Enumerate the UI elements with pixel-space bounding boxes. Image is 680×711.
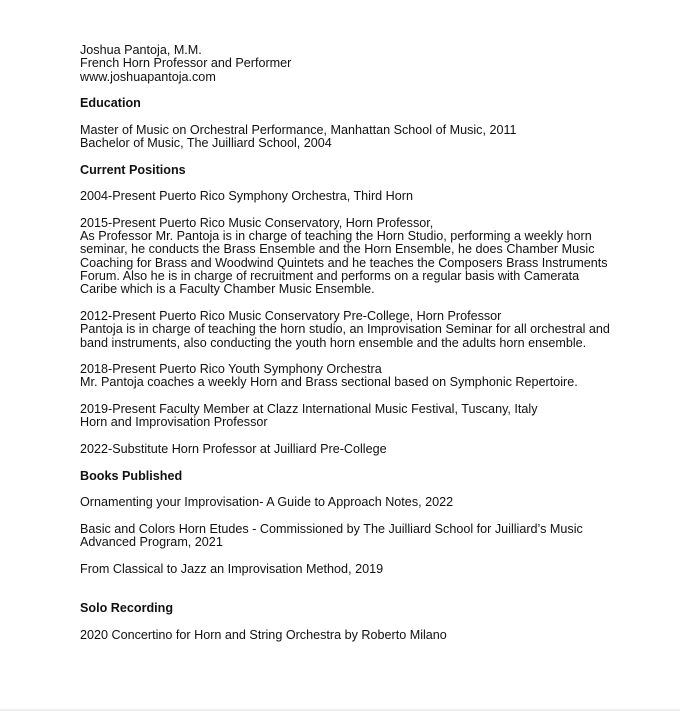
position-line: Coaching for Brass and Woodwind Quintets and he teaches the Composers Brass Instruments <box>80 255 608 270</box>
person-role: French Horn Professor and Performer <box>80 56 292 71</box>
books-heading: Books Published <box>80 468 183 483</box>
position-line: 2015-Present Puerto Rico Music Conservatory, Horn Professor, <box>80 215 434 230</box>
position-line: 2022-Substitute Horn Professor at Juilliard Pre-College <box>80 441 387 456</box>
recording-item: 2020 Concertino for Horn and String Orchestra by Roberto Milano <box>80 628 447 643</box>
position-line: band instruments, also conducting the youth horn ensemble and the adults horn ensemble. <box>80 335 587 350</box>
book-line: Advanced Program, 2021 <box>80 534 223 549</box>
book-line: Basic and Colors Horn Etudes - Commissioned by The Juilliard School for Juilliard’s Music <box>80 521 583 536</box>
position-line: 2018-Present Puerto Rico Youth Symphony Orchestra <box>80 362 382 377</box>
education-item: Bachelor of Music, The Juilliard School, 2004 <box>80 136 332 151</box>
recording-list <box>80 629 640 642</box>
position-entry <box>80 443 640 456</box>
book-entry <box>80 523 640 550</box>
book-entry <box>80 496 640 509</box>
position-line: 2019-Present Faculty Member at Clazz International Music Festival, Tuscany, Italy <box>80 402 538 417</box>
position-line: 2012-Present Puerto Rico Music Conservatory Pre-College, Horn Professor <box>80 308 502 323</box>
person-name: Joshua Pantoja, M.M. <box>80 43 202 57</box>
position-line: Mr. Pantoja coaches a weekly Horn and Brass sectional based on Symphonic Repertoire. <box>80 375 578 390</box>
contact-header <box>80 44 640 84</box>
position-line: seminar, he conducts the Brass Ensemble and the Horn Ensemble, he does Chamber Music <box>80 242 595 257</box>
position-entry <box>80 310 640 350</box>
book-entry <box>80 563 640 576</box>
position-entry <box>80 190 640 203</box>
recording-heading: Solo Recording <box>80 601 174 616</box>
books-list <box>80 496 640 576</box>
education-item: Master of Music on Orchestral Performance, Manhattan School of Music, 2011 <box>80 122 517 137</box>
position-line: As Professor Mr. Pantoja is in charge of teaching the Horn Studio, performing a weekly horn <box>80 229 592 244</box>
resume-document <box>80 44 640 642</box>
position-line: Pantoja is in charge of teaching the horn studio, an Improvisation Seminar for all orchestral and <box>80 322 610 337</box>
position-line: Forum. Also he is in charge of recruitment and performs on a regular basis with Camerata <box>80 269 580 284</box>
positions-list <box>80 190 640 456</box>
positions-heading: Current Positions <box>80 162 186 177</box>
education-list <box>80 124 640 151</box>
position-line: Horn and Improvisation Professor <box>80 415 268 430</box>
position-entry <box>80 363 640 390</box>
book-line: Ornamenting your Improvisation- A Guide to Approach Notes, 2022 <box>80 495 454 510</box>
position-entry <box>80 403 640 430</box>
position-line: Caribe which is a Faculty Chamber Music Ensemble. <box>80 282 375 297</box>
book-line: From Classical to Jazz an Improvisation Method, 2019 <box>80 561 384 576</box>
position-entry <box>80 217 640 297</box>
website-link[interactable]: www.joshuapantoja.com <box>80 69 216 84</box>
position-line: 2004-Present Puerto Rico Symphony Orchestra, Third Horn <box>80 189 413 204</box>
education-heading: Education <box>80 96 141 111</box>
